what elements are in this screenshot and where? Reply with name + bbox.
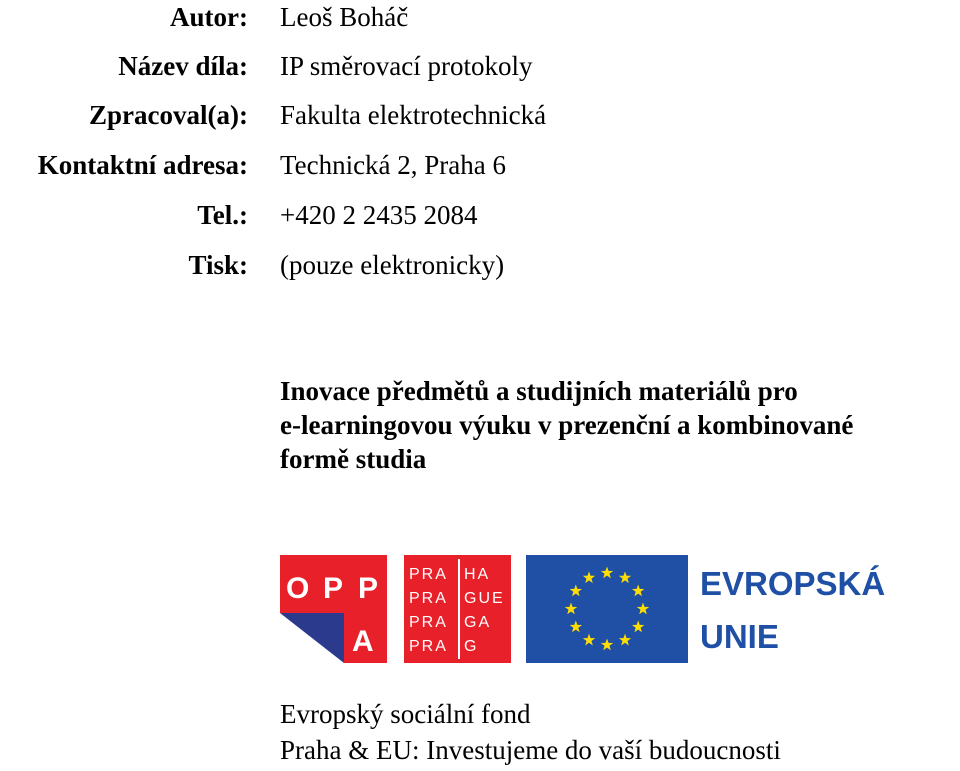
praha-text-right: G xyxy=(464,638,479,655)
oppa-letter: P xyxy=(323,572,344,605)
oppa-logo xyxy=(280,555,387,663)
print-label: Tisk: xyxy=(188,250,248,280)
eu-text-line: EVROPSKÁ xyxy=(700,565,886,602)
fund-line: Evropský sociální fond xyxy=(280,699,531,729)
fund-text xyxy=(280,696,781,768)
author-row xyxy=(0,0,960,34)
praha-text-left: PRA xyxy=(409,614,448,631)
eu-flag xyxy=(526,555,688,663)
praha-text-left: PRA xyxy=(409,638,448,655)
project-title-line: formě studia xyxy=(280,444,427,474)
oppa-letter: O xyxy=(286,572,310,605)
work-title-label: Název díla: xyxy=(118,51,248,81)
praha-text-left: PRA xyxy=(409,590,448,607)
praha-text-right: GA xyxy=(464,614,492,631)
project-title-line: e-learningovou výuku v prezenční a kombinované xyxy=(280,410,854,440)
praha-text-left: PRA xyxy=(409,566,448,583)
processed-by-label: Zpracoval(a): xyxy=(89,100,248,130)
contact-address-value: Technická 2, Praha 6 xyxy=(280,150,507,180)
phone-row xyxy=(0,198,960,232)
author-label: Autor: xyxy=(170,2,248,32)
oppa-letter: A xyxy=(352,625,374,658)
processed-by-value: Fakulta elektrotechnická xyxy=(280,100,547,130)
praha-text-right: HA xyxy=(464,566,491,583)
fund-line: Praha & EU: Investujeme do vaší budoucnosti xyxy=(280,735,781,765)
praha-text-right: GUE xyxy=(464,590,505,607)
oppa-blue-triangle xyxy=(280,613,344,663)
contact-address-label: Kontaktní adresa: xyxy=(37,150,248,180)
print-row xyxy=(0,248,960,282)
processed-by-row xyxy=(0,98,960,132)
praha-logo xyxy=(404,555,511,663)
author-value: Leoš Boháč xyxy=(280,2,409,32)
oppa-letter: P xyxy=(358,572,379,605)
work-title-row xyxy=(0,49,960,83)
logo-strip xyxy=(280,555,900,663)
phone-value: +420 2 2435 2084 xyxy=(280,200,478,230)
eu-text-line: UNIE xyxy=(700,618,779,655)
project-title-line: Inovace předmětů a studijních materiálů pro xyxy=(280,376,798,406)
project-title xyxy=(280,374,960,476)
print-value: (pouze elektronicky) xyxy=(280,250,505,280)
phone-label: Tel.: xyxy=(197,200,248,230)
work-title-value: IP směrovací protokoly xyxy=(280,51,533,81)
contact-address-row xyxy=(0,148,960,182)
